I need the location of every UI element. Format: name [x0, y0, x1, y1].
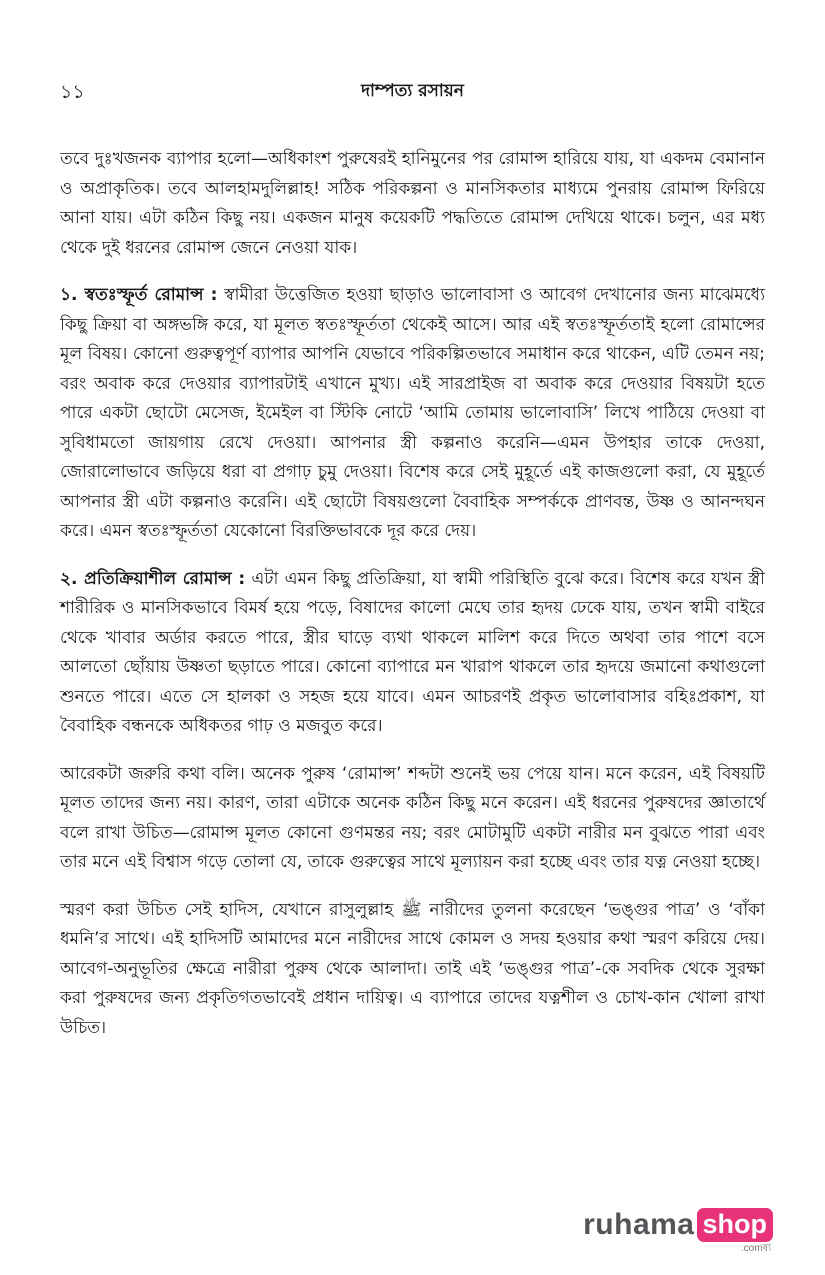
watermark-brand-right: shop	[697, 1208, 774, 1242]
paragraph-spontaneous-romance	[60, 281, 765, 547]
paragraph-text: স্মরণ করা উচিত সেই হাদিস, যেখানে রাসুলুল্লাহ ﷺ নারীদের তুলনা করেছেন ‘ভঙ্গুর পাত্র’ ও ‘বাঁকা ধমনি’র সাথে। এই হাদিসটি আমাদের মনে নারীদের সাথে কোমল ও সদয় হওয়ার কথা স্মরণ করিয়ে দেয়। আবেগ-অনুভূতির ক্ষেত্রে নারীরা পুরুষ থেকে আলাদা। তাই এই ‘ভঙ্গুর পাত্র’-কে সবদিক থেকে সুরক্ষা করা পুরুষদের জন্য প্রকৃতিগতভাবেই প্রধান দায়িত্ব। এ ব্যাপারে তাদের যত্নশীল ও চোখ-কান খোলা রাখা উচিত।	[60, 899, 766, 1038]
ruhamashop-watermark-logo	[583, 1208, 773, 1254]
page-header	[60, 78, 765, 108]
running-title: দাম্পত্য রসায়ন	[361, 81, 464, 101]
paragraph-important-note	[60, 760, 765, 878]
paragraph-intro	[60, 145, 765, 263]
page-body	[60, 145, 765, 1061]
paragraph-heading: ২. প্রতিক্রিয়াশীল রোমান্স :	[60, 568, 246, 589]
page-number: ১১	[60, 81, 85, 103]
paragraph-text: আরেকটা জরুরি কথা বলি। অনেক পুরুষ ‘রোমান্স’ শব্দটা শুনেই ভয় পেয়ে যান। মনে করেন, এই বিষয়টি মূলত তাদের জন্য নয়। কারণ, তারা এটাকে অনেক কঠিন কিছু মনে করেন। এই ধরনের পুরুষদের জ্ঞাতার্থে বলে রাখা উচিত—রোমান্স মূলত কোনো গুণমন্তর নয়; বরং মোটামুটি একটা নারীর মন বুঝতে পারা এবং তার মনে এই বিশ্বাস গড়ে তোলা যে, তাকে গুরুত্বের সাথে মূল্যায়ন করা হচ্ছে এবং তার যত্ন নেওয়া হচ্ছে।	[60, 763, 765, 872]
paragraph-heading: ১. স্বতঃস্ফূর্ত রোমান্স :	[60, 285, 218, 305]
paragraph-responsive-romance	[60, 565, 765, 742]
paragraph-text: তবে দুঃখজনক ব্যাপার হলো—অধিকাংশ পুরুষেরই হানিমুনের পর রোমান্স হারিয়ে যায়, যা একদম বেমানান ও অপ্রাকৃতিক। তবে আলহামদুলিল্লাহ! সঠিক পরিকল্পনা ও মানসিকতার মাধ্যমে পুনরায় রোমান্স ফিরিয়ে আনা যায়। এটা কঠিন কিছু নয়। একজন মানুষ কয়েকটি পদ্ধতিতে রোমান্স দেখিয়ে থাকে। চলুন, এর মধ্য থেকে দুই ধরনের রোমান্স জেনে নেওয়া যাক।	[60, 149, 765, 258]
watermark-brand-left: ruhama	[583, 1208, 695, 1241]
paragraph-hadith	[60, 896, 765, 1044]
paragraph-text: এটা এমন কিছু প্রতিক্রিয়া, যা স্বামী পরিস্থিতি বুঝে করে। বিশেষ করে যখন স্ত্রী শারীরিক ও মানসিকভাবে বিমর্ষ হয়ে পড়ে, বিষাদের কালো মেঘে তার হৃদয় ঢেকে যায়, তখন স্বামী বাইরে থেকে খাবার অর্ডার করতে পারে, স্ত্রীর ঘাড়ে ব্যথা থাকলে মালিশ করে দিতে অথবা তার পাশে বসে আলতো ছোঁয়ায় উষ্ণতা ছড়াতে পারে। কোনো ব্যাপারে মন খারাপ থাকলে তার হৃদয়ে জমানো কথাগুলো শুনতে পারে। এতে সে হালকা ও সহজ হয়ে যাবে। এমন আচরণই প্রকৃত ভালোবাসার বহিঃপ্রকাশ, যা বৈবাহিক বন্ধনকে অধিকতর গাঢ় ও মজবুত করে।	[60, 568, 765, 736]
paragraph-text: স্বামীরা উত্তেজিত হওয়া ছাড়াও ভালোবাসা ও আবেগ দেখানোর জন্য মাঝেমধ্যে কিছু ক্রিয়া বা অঙ্গভঙ্গি করে, যা মূলত স্বতঃস্ফূর্ততা থেকেই আসে। আর এই স্বতঃস্ফূর্ততাই হলো রোমান্সের মূল বিষয়। কোনো গুরুত্বপূর্ণ ব্যাপার আপনি যেভাবে পরিকল্পিতভাবে সমাধান করে থাকেন, এটি তেমন নয়; বরং অবাক করে দেওয়ার ব্যাপারটাই এখানে মুখ্য। এই সারপ্রাইজ বা অবাক করে দেওয়ার বিষয়টা হতে পারে একটা ছোটো মেসেজ, ইমেইল বা স্টিকি নোটে ‘আমি তোমায় ভালোবাসি’ লিখে পাঠিয়ে দেওয়া বা সুবিধামতো জায়গায় রেখে দেওয়া। আপনার স্ত্রী কল্পনাও করেনি—এমন উপহার তাকে দেওয়া, জোরালোভাবে জড়িয়ে ধরা বা প্রগাঢ় চুমু দেওয়া। বিশেষ করে সেই মুহূর্তে এই কাজগুলো করা, যে মুহূর্তে আপনার স্ত্রী এটা কল্পনাও করেনি। এই ছোটো বিষয়গুলো বৈবাহিক সম্পর্ককে প্রাণবন্ত, উষ্ণ ও আনন্দঘন করে। এমন স্বতঃস্ফূর্ততা যেকোনো বিরক্তিভাবকে দূর করে দেয়।	[60, 285, 765, 541]
watermark-domain: .comষ্য	[740, 1243, 771, 1254]
watermark-brand-right-group	[695, 1208, 774, 1255]
